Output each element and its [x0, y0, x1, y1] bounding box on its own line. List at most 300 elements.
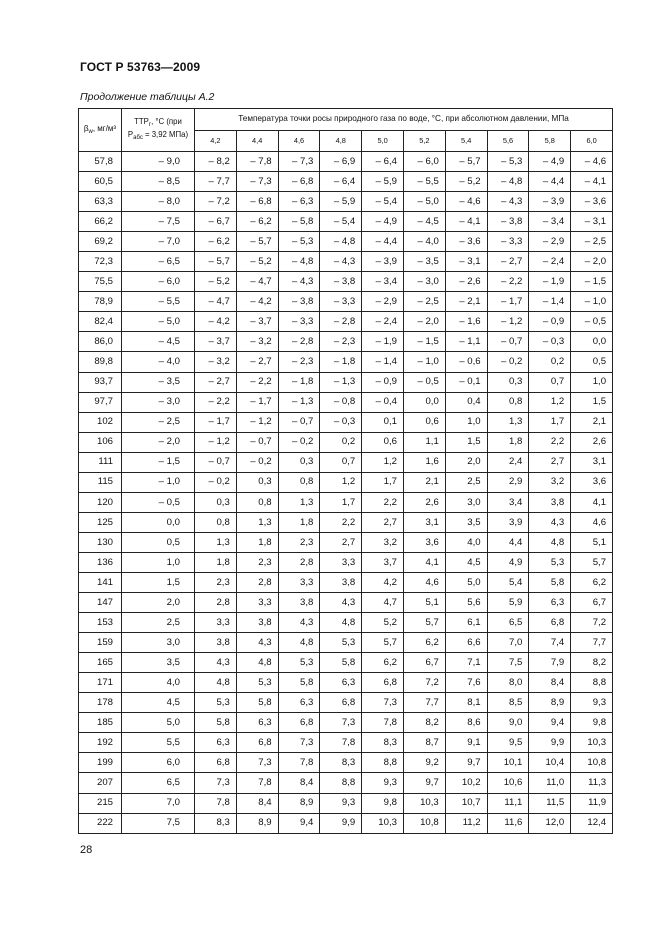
- pressure-header-cell: 5,0: [362, 131, 404, 152]
- dew-point-cell: 6,3: [320, 673, 362, 693]
- reference-dew-point-cell: – 8,0: [122, 192, 195, 212]
- dew-point-cell: – 6,2: [236, 212, 278, 232]
- dew-point-cell: – 6,8: [236, 192, 278, 212]
- dew-point-cell: 3,2: [529, 472, 571, 492]
- dew-point-cell: – 2,7: [195, 372, 237, 392]
- dew-point-cell: 5,8: [195, 713, 237, 733]
- table-row: [79, 192, 613, 212]
- dew-point-cell: – 2,2: [487, 272, 529, 292]
- dew-point-cell: – 5,9: [362, 172, 404, 192]
- dew-point-cell: – 4,9: [362, 212, 404, 232]
- dew-point-cell: 5,1: [571, 532, 613, 552]
- pressure-header-cell: 5,2: [403, 131, 445, 152]
- dew-point-cell: 0,2: [529, 352, 571, 372]
- dew-point-cell: – 4,3: [320, 252, 362, 272]
- dew-point-cell: 3,1: [403, 512, 445, 532]
- dew-point-cell: 11,5: [529, 793, 571, 813]
- dew-point-cell: 3,3: [195, 613, 237, 633]
- dew-point-cell: 8,4: [236, 793, 278, 813]
- dew-point-cell: – 3,0: [403, 272, 445, 292]
- pressure-header-cell: 6,0: [571, 131, 613, 152]
- reference-dew-point-cell: – 8,5: [122, 172, 195, 192]
- dew-point-cell: – 1,6: [445, 312, 487, 332]
- dew-point-cell: 2,7: [362, 512, 404, 532]
- dew-point-cell: 1,6: [403, 452, 445, 472]
- dew-point-cell: – 5,3: [278, 232, 320, 252]
- table-row: [79, 472, 613, 492]
- reference-dew-point-cell: 1,0: [122, 552, 195, 572]
- table-row: [79, 492, 613, 512]
- header-dew-point-reference: $TTP_г$, °C (при $P_{абс} = 3,92$ МПа): [122, 109, 195, 152]
- dew-point-cell: – 1,3: [278, 392, 320, 412]
- dew-point-cell: – 2,7: [487, 252, 529, 272]
- table-row: [79, 212, 613, 232]
- dew-point-cell: 10,4: [529, 753, 571, 773]
- water-content-cell: 78,9: [79, 292, 122, 312]
- dew-point-cell: 0,2: [320, 432, 362, 452]
- dew-point-cell: 5,4: [487, 572, 529, 592]
- reference-dew-point-cell: 3,5: [122, 653, 195, 673]
- dew-point-cell: 2,5: [445, 472, 487, 492]
- dew-point-cell: 5,0: [445, 572, 487, 592]
- dew-point-cell: 4,8: [278, 633, 320, 653]
- dew-point-cell: – 0,5: [403, 372, 445, 392]
- water-content-cell: 141: [79, 572, 122, 592]
- reference-dew-point-cell: – 2,0: [122, 432, 195, 452]
- reference-dew-point-cell: – 4,0: [122, 352, 195, 372]
- dew-point-cell: 2,8: [195, 593, 237, 613]
- dew-point-cell: 6,3: [278, 693, 320, 713]
- dew-point-cell: 6,7: [403, 653, 445, 673]
- dew-point-cell: 1,7: [529, 412, 571, 432]
- dew-point-cell: – 0,8: [320, 392, 362, 412]
- table-row: [79, 292, 613, 312]
- dew-point-cell: 1,8: [195, 552, 237, 572]
- water-content-cell: 215: [79, 793, 122, 813]
- reference-dew-point-cell: 2,0: [122, 593, 195, 613]
- pressure-header-cell: 4,4: [236, 131, 278, 152]
- dew-point-cell: 4,3: [320, 593, 362, 613]
- water-content-cell: 153: [79, 613, 122, 633]
- dew-point-cell: – 4,5: [403, 212, 445, 232]
- reference-dew-point-cell: 6,5: [122, 773, 195, 793]
- reference-dew-point-cell: – 0,5: [122, 492, 195, 512]
- table-row: [79, 172, 613, 192]
- dew-point-cell: 6,3: [529, 593, 571, 613]
- water-content-cell: 165: [79, 653, 122, 673]
- dew-point-cell: 1,1: [403, 432, 445, 452]
- dew-point-cell: 8,4: [529, 673, 571, 693]
- dew-point-cell: 3,8: [320, 572, 362, 592]
- dew-point-cell: 2,6: [403, 492, 445, 512]
- dew-point-cell: – 6,8: [278, 172, 320, 192]
- dew-point-cell: – 5,5: [403, 172, 445, 192]
- dew-point-cell: 8,3: [195, 813, 237, 833]
- dew-point-cell: – 4,2: [195, 312, 237, 332]
- dew-point-cell: 10,1: [487, 753, 529, 773]
- dew-point-cell: 0,8: [487, 392, 529, 412]
- dew-point-cell: 8,9: [236, 813, 278, 833]
- dew-point-cell: – 7,3: [236, 172, 278, 192]
- dew-point-cell: 7,8: [278, 753, 320, 773]
- dew-point-cell: – 5,4: [320, 212, 362, 232]
- dew-point-cell: 5,9: [487, 593, 529, 613]
- dew-point-cell: 2,3: [278, 532, 320, 552]
- dew-point-cell: – 0,5: [571, 312, 613, 332]
- dew-point-cell: 4,7: [362, 593, 404, 613]
- dew-point-cell: 1,3: [195, 532, 237, 552]
- dew-point-cell: 3,8: [278, 593, 320, 613]
- dew-point-cell: 0,0: [403, 392, 445, 412]
- dew-point-cell: 0,6: [362, 432, 404, 452]
- dew-point-cell: 0,3: [236, 472, 278, 492]
- dew-point-cell: 3,4: [487, 492, 529, 512]
- dew-point-cell: – 2,5: [571, 232, 613, 252]
- dew-point-cell: – 3,8: [320, 272, 362, 292]
- dew-point-cell: 6,2: [362, 653, 404, 673]
- dew-point-cell: – 0,9: [529, 312, 571, 332]
- dew-point-cell: 4,2: [362, 572, 404, 592]
- dew-point-cell: 0,0: [571, 332, 613, 352]
- table-body: [79, 152, 613, 834]
- dew-point-cell: 3,9: [487, 512, 529, 532]
- dew-point-cell: – 1,5: [403, 332, 445, 352]
- table-row: [79, 673, 613, 693]
- dew-point-cell: 7,1: [445, 653, 487, 673]
- table-row: [79, 432, 613, 452]
- reference-dew-point-cell: 4,0: [122, 673, 195, 693]
- dew-point-cell: 6,3: [195, 733, 237, 753]
- reference-dew-point-cell: – 7,5: [122, 212, 195, 232]
- dew-point-cell: – 3,4: [362, 272, 404, 292]
- dew-point-cell: – 1,1: [445, 332, 487, 352]
- dew-point-cell: – 4,6: [445, 192, 487, 212]
- dew-point-cell: 9,7: [445, 753, 487, 773]
- dew-point-cell: – 0,9: [362, 372, 404, 392]
- reference-dew-point-cell: – 7,0: [122, 232, 195, 252]
- dew-point-cell: – 4,2: [236, 292, 278, 312]
- dew-point-table: [78, 108, 613, 834]
- dew-point-cell: 5,7: [362, 633, 404, 653]
- dew-point-cell: – 0,7: [278, 412, 320, 432]
- dew-point-cell: – 2,1: [445, 292, 487, 312]
- pressure-header-cell: 4,8: [320, 131, 362, 152]
- dew-point-cell: 2,3: [236, 552, 278, 572]
- dew-point-cell: 9,3: [571, 693, 613, 713]
- dew-point-cell: – 2,9: [362, 292, 404, 312]
- dew-point-cell: – 3,9: [362, 252, 404, 272]
- dew-point-cell: – 2,8: [278, 332, 320, 352]
- dew-point-cell: 10,8: [571, 753, 613, 773]
- dew-point-cell: 4,1: [403, 552, 445, 572]
- table-row: [79, 653, 613, 673]
- header-water-content: $\beta_w$, мг/м³: [79, 109, 122, 152]
- dew-point-cell: – 0,3: [529, 332, 571, 352]
- water-content-cell: 69,2: [79, 232, 122, 252]
- dew-point-cell: 6,8: [362, 673, 404, 693]
- dew-point-cell: – 0,6: [445, 352, 487, 372]
- dew-point-cell: 2,9: [487, 472, 529, 492]
- reference-dew-point-cell: – 3,5: [122, 372, 195, 392]
- reference-dew-point-cell: 5,5: [122, 733, 195, 753]
- dew-point-cell: – 6,0: [403, 152, 445, 172]
- dew-point-cell: 9,1: [445, 733, 487, 753]
- dew-point-cell: 9,9: [320, 813, 362, 833]
- dew-point-cell: – 5,7: [236, 232, 278, 252]
- dew-point-cell: – 1,9: [362, 332, 404, 352]
- dew-point-cell: 1,3: [278, 492, 320, 512]
- dew-point-cell: – 4,4: [362, 232, 404, 252]
- dew-point-cell: 1,2: [362, 452, 404, 472]
- dew-point-cell: – 0,7: [195, 452, 237, 472]
- dew-point-cell: 2,1: [403, 472, 445, 492]
- dew-point-cell: – 5,4: [362, 192, 404, 212]
- dew-point-cell: – 1,0: [571, 292, 613, 312]
- table-row: [79, 232, 613, 252]
- dew-point-cell: 5,3: [320, 633, 362, 653]
- dew-point-cell: 7,3: [278, 733, 320, 753]
- table-row: [79, 332, 613, 352]
- dew-point-cell: 4,6: [571, 512, 613, 532]
- table-row: [79, 572, 613, 592]
- dew-point-cell: 9,5: [487, 733, 529, 753]
- dew-point-cell: 6,5: [487, 613, 529, 633]
- dew-point-cell: – 5,9: [320, 192, 362, 212]
- dew-point-cell: – 2,3: [278, 352, 320, 372]
- dew-point-cell: – 0,2: [195, 472, 237, 492]
- water-content-cell: 125: [79, 512, 122, 532]
- dew-point-cell: 0,5: [571, 352, 613, 372]
- dew-point-cell: 4,8: [195, 673, 237, 693]
- dew-point-cell: 7,2: [403, 673, 445, 693]
- water-content-cell: 57,8: [79, 152, 122, 172]
- dew-point-cell: – 2,7: [236, 352, 278, 372]
- dew-point-cell: 5,1: [403, 593, 445, 613]
- standard-title: ГОСТ Р 53763—2009: [80, 60, 201, 74]
- dew-point-cell: 9,3: [362, 773, 404, 793]
- dew-point-cell: 2,2: [320, 512, 362, 532]
- dew-point-cell: – 4,6: [571, 152, 613, 172]
- dew-point-cell: 6,7: [571, 593, 613, 613]
- dew-point-cell: 9,0: [487, 713, 529, 733]
- header-dew-point-group: Температура точки росы природного газа по воде, °С, при абсолютном давлении, МПа: [195, 109, 613, 131]
- table-row: [79, 633, 613, 653]
- dew-point-cell: – 1,3: [320, 372, 362, 392]
- table-row: [79, 452, 613, 472]
- dew-point-cell: 1,2: [320, 472, 362, 492]
- dew-point-cell: 0,3: [195, 492, 237, 512]
- dew-point-cell: 2,3: [195, 572, 237, 592]
- dew-point-cell: 7,2: [571, 613, 613, 633]
- dew-point-cell: – 2,2: [195, 392, 237, 412]
- dew-point-cell: 8,4: [278, 773, 320, 793]
- table-row: [79, 352, 613, 372]
- reference-dew-point-cell: – 9,0: [122, 152, 195, 172]
- dew-point-cell: 3,6: [403, 532, 445, 552]
- dew-point-cell: 6,8: [320, 693, 362, 713]
- dew-point-cell: 4,8: [529, 532, 571, 552]
- dew-point-cell: – 3,6: [445, 232, 487, 252]
- dew-point-cell: 12,4: [571, 813, 613, 833]
- dew-point-cell: 4,5: [445, 552, 487, 572]
- dew-point-cell: 8,8: [320, 773, 362, 793]
- dew-point-cell: 0,7: [320, 452, 362, 472]
- dew-point-cell: 3,3: [278, 572, 320, 592]
- dew-point-cell: – 1,4: [362, 352, 404, 372]
- dew-point-cell: 11,9: [571, 793, 613, 813]
- dew-point-cell: – 1,4: [529, 292, 571, 312]
- dew-point-cell: – 4,1: [571, 172, 613, 192]
- dew-point-cell: 9,2: [403, 753, 445, 773]
- dew-point-cell: – 7,3: [278, 152, 320, 172]
- dew-point-cell: 6,8: [529, 613, 571, 633]
- reference-dew-point-cell: – 6,0: [122, 272, 195, 292]
- dew-point-cell: – 0,1: [445, 372, 487, 392]
- reference-dew-point-cell: – 2,5: [122, 412, 195, 432]
- dew-point-cell: – 0,4: [362, 392, 404, 412]
- water-content-cell: 106: [79, 432, 122, 452]
- dew-point-cell: 4,3: [529, 512, 571, 532]
- dew-point-cell: 0,1: [362, 412, 404, 432]
- dew-point-cell: – 0,2: [236, 452, 278, 472]
- dew-point-cell: – 2,4: [362, 312, 404, 332]
- table-row: [79, 613, 613, 633]
- reference-dew-point-cell: – 5,0: [122, 312, 195, 332]
- dew-point-cell: – 2,5: [403, 292, 445, 312]
- water-content-cell: 171: [79, 673, 122, 693]
- water-content-cell: 222: [79, 813, 122, 833]
- dew-point-cell: – 3,1: [571, 212, 613, 232]
- dew-point-cell: 8,8: [571, 673, 613, 693]
- reference-dew-point-cell: – 1,0: [122, 472, 195, 492]
- table-row: [79, 593, 613, 613]
- dew-point-cell: 7,8: [320, 733, 362, 753]
- dew-point-cell: 3,5: [445, 512, 487, 532]
- dew-point-cell: 5,8: [529, 572, 571, 592]
- dew-point-cell: – 5,8: [278, 212, 320, 232]
- dew-point-cell: 10,2: [445, 773, 487, 793]
- dew-point-cell: 4,1: [571, 492, 613, 512]
- page-number: 28: [80, 844, 93, 856]
- reference-dew-point-cell: 5,0: [122, 713, 195, 733]
- dew-point-cell: – 3,3: [320, 292, 362, 312]
- reference-dew-point-cell: 2,5: [122, 613, 195, 633]
- dew-point-cell: – 6,9: [320, 152, 362, 172]
- dew-point-cell: 3,8: [195, 633, 237, 653]
- pressure-header-cell: 4,2: [195, 131, 237, 152]
- water-content-cell: 72,3: [79, 252, 122, 272]
- dew-point-cell: 7,3: [362, 693, 404, 713]
- dew-point-cell: 5,8: [320, 653, 362, 673]
- reference-dew-point-cell: 0,0: [122, 512, 195, 532]
- dew-point-cell: 0,8: [236, 492, 278, 512]
- dew-point-cell: 8,5: [487, 693, 529, 713]
- dew-point-cell: – 4,8: [487, 172, 529, 192]
- water-content-cell: 178: [79, 693, 122, 713]
- dew-point-cell: 2,7: [529, 452, 571, 472]
- dew-point-cell: 7,7: [571, 633, 613, 653]
- dew-point-cell: 5,3: [278, 653, 320, 673]
- dew-point-cell: 9,3: [320, 793, 362, 813]
- dew-point-cell: 4,6: [403, 572, 445, 592]
- dew-point-cell: – 3,2: [195, 352, 237, 372]
- dew-point-cell: 7,8: [236, 773, 278, 793]
- dew-point-cell: 7,9: [529, 653, 571, 673]
- dew-point-cell: 11,2: [445, 813, 487, 833]
- pressure-header-cell: 4,6: [278, 131, 320, 152]
- dew-point-cell: 1,0: [445, 412, 487, 432]
- dew-point-cell: – 3,1: [445, 252, 487, 272]
- dew-point-cell: 8,9: [278, 793, 320, 813]
- dew-point-cell: 6,6: [445, 633, 487, 653]
- table-row: [79, 693, 613, 713]
- dew-point-cell: – 5,2: [445, 172, 487, 192]
- dew-point-cell: 6,2: [403, 633, 445, 653]
- table-row: [79, 252, 613, 272]
- dew-point-cell: 4,3: [278, 613, 320, 633]
- dew-point-cell: 6,1: [445, 613, 487, 633]
- dew-point-cell: – 0,2: [487, 352, 529, 372]
- dew-point-cell: – 5,0: [403, 192, 445, 212]
- dew-point-cell: 8,2: [403, 713, 445, 733]
- dew-point-cell: – 5,2: [195, 272, 237, 292]
- water-content-cell: 66,2: [79, 212, 122, 232]
- water-content-cell: 207: [79, 773, 122, 793]
- dew-point-cell: – 1,2: [236, 412, 278, 432]
- dew-point-cell: – 0,7: [236, 432, 278, 452]
- dew-point-cell: 6,3: [236, 713, 278, 733]
- reference-dew-point-cell: 7,5: [122, 813, 195, 833]
- table-row: [79, 512, 613, 532]
- dew-point-cell: 3,1: [571, 452, 613, 472]
- dew-point-cell: 8,0: [487, 673, 529, 693]
- dew-point-cell: 7,3: [320, 713, 362, 733]
- dew-point-cell: 4,3: [195, 653, 237, 673]
- dew-point-cell: – 5,2: [236, 252, 278, 272]
- water-content-cell: 97,7: [79, 392, 122, 412]
- dew-point-cell: 4,8: [236, 653, 278, 673]
- pressure-header-cell: 5,8: [529, 131, 571, 152]
- dew-point-cell: 1,8: [487, 432, 529, 452]
- table-row: [79, 392, 613, 412]
- table-row: [79, 552, 613, 572]
- dew-point-cell: 1,2: [529, 392, 571, 412]
- dew-point-cell: – 5,3: [487, 152, 529, 172]
- dew-point-cell: 4,3: [236, 633, 278, 653]
- reference-dew-point-cell: – 4,5: [122, 332, 195, 352]
- dew-point-cell: – 3,6: [571, 192, 613, 212]
- table-row: [79, 813, 613, 833]
- water-content-cell: 199: [79, 753, 122, 773]
- dew-point-cell: 5,3: [236, 673, 278, 693]
- reference-dew-point-cell: 1,5: [122, 572, 195, 592]
- reference-dew-point-cell: 3,0: [122, 633, 195, 653]
- reference-dew-point-cell: 4,5: [122, 693, 195, 713]
- dew-point-cell: 8,2: [571, 653, 613, 673]
- dew-point-cell: 1,3: [236, 512, 278, 532]
- dew-point-cell: – 4,7: [195, 292, 237, 312]
- dew-point-cell: – 5,7: [445, 152, 487, 172]
- dew-point-cell: 10,3: [571, 733, 613, 753]
- dew-point-cell: – 1,8: [320, 352, 362, 372]
- dew-point-cell: – 3,5: [403, 252, 445, 272]
- dew-point-cell: 2,1: [571, 412, 613, 432]
- dew-point-cell: – 4,3: [487, 192, 529, 212]
- water-content-cell: 63,3: [79, 192, 122, 212]
- dew-point-cell: 4,4: [487, 532, 529, 552]
- dew-point-cell: – 1,0: [403, 352, 445, 372]
- dew-point-cell: – 6,2: [195, 232, 237, 252]
